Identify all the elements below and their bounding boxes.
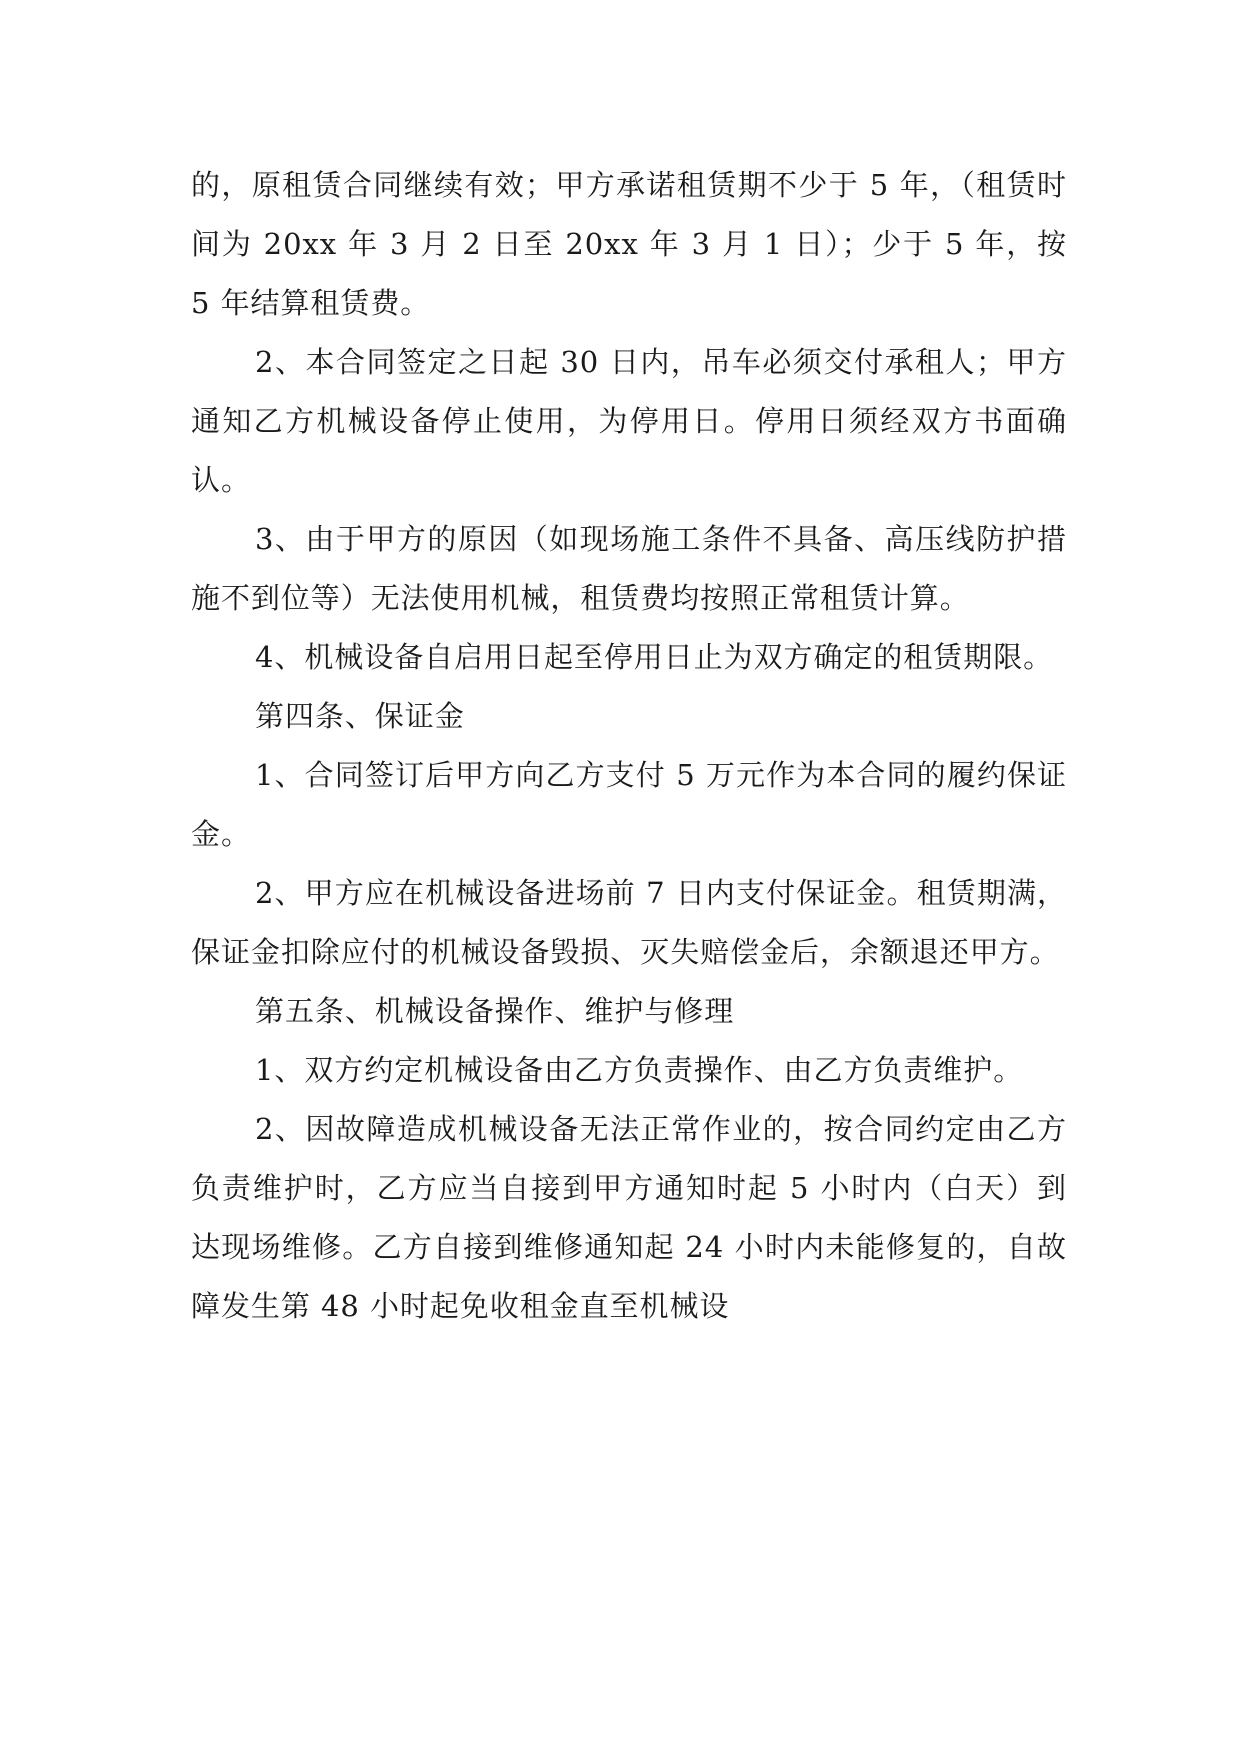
paragraph-clause-3-3: 3、由于甲方的原因（如现场施工条件不具备、高压线防护措施不到位等）无法使用机械，租赁费均按照正常租赁计算。 — [191, 522, 1067, 615]
heading-article-5: 第五条、机械设备操作、维护与修理 — [255, 994, 735, 1028]
paragraph-clause-4-1: 1、合同签订后甲方向乙方支付 5 万元作为本合同的履约保证金。 — [191, 758, 1067, 851]
paragraph-clause-5-1: 1、双方约定机械设备由乙方负责操作、由乙方负责维护。 — [255, 1053, 1024, 1087]
paragraph-lease-term-continuation: 的，原租赁合同继续有效；甲方承诺租赁期不少于 5 年，（租赁时间为 20xx 年 3 月 2 日至 20xx 年 3 月 1 日）；少于 5 年，按 5 年结算租赁费。 — [191, 168, 1067, 320]
paragraph-clause-5-2: 2、因故障造成机械设备无法正常作业的，按合同约定由乙方负责维护时，乙方应当自接到甲方通知时起 5 小时内（白天）到达现场维修。乙方自接到维修通知起 24 小时内未能修复的，自故障发生第 48 小时起免收租金直至机械设 — [191, 1112, 1067, 1323]
document-body — [191, 156, 1067, 1336]
heading-article-4: 第四条、保证金 — [255, 699, 465, 733]
paragraph-clause-3-4: 4、机械设备自启用日起至停用日止为双方确定的租赁期限。 — [255, 640, 1054, 674]
paragraph-clause-4-2: 2、甲方应在机械设备进场前 7 日内支付保证金。租赁期满，保证金扣除应付的机械设备毁损、灭失赔偿金后，余额退还甲方。 — [191, 876, 1067, 969]
paragraph-clause-3-2: 2、本合同签定之日起 30 日内，吊车必须交付承租人；甲方通知乙方机械设备停止使用，为停用日。停用日须经双方书面确认。 — [191, 345, 1067, 497]
